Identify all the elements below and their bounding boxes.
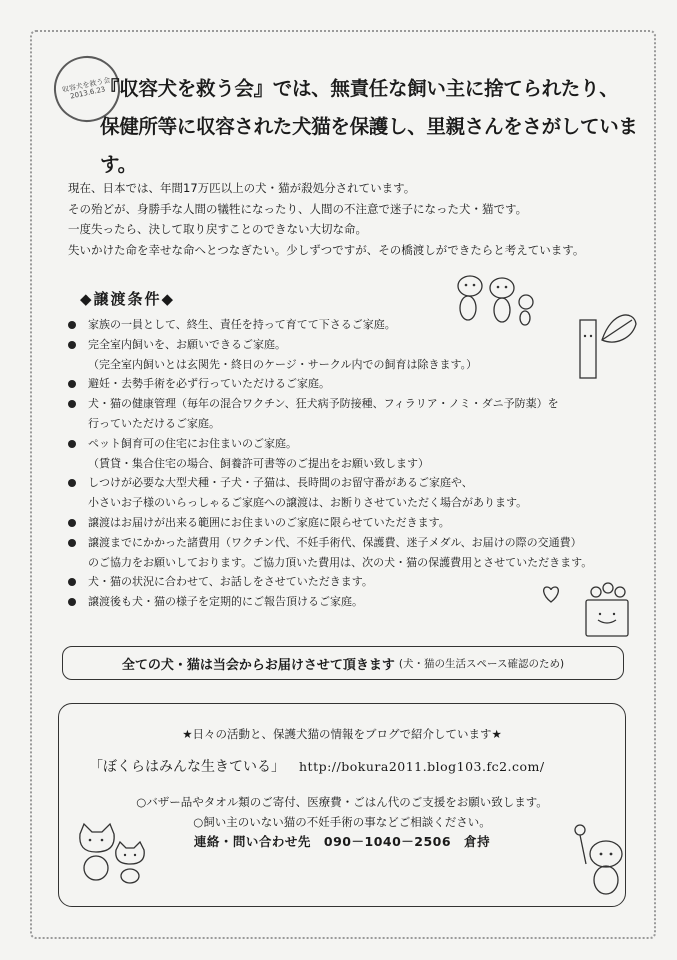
tree-illustration bbox=[572, 300, 642, 380]
intro-line: 失いかけた命を幸せな命へとつなぎたい。少しずつですが、その橋渡しができたらと考えています。 bbox=[68, 242, 585, 257]
delivery-main: 全ての犬・猫は当会からお届けさせて頂きます bbox=[121, 657, 395, 673]
delivery-note: (犬・猫の生活スペース確認のため) bbox=[398, 657, 565, 670]
heart-icon bbox=[540, 584, 562, 604]
intro-paragraph bbox=[68, 178, 658, 260]
dog-with-flower-illustration bbox=[568, 818, 638, 898]
delivery-notice bbox=[62, 646, 624, 680]
headline-line-2: 保健所等に収容された犬猫を保護し、里親さんをさがしています。 bbox=[100, 115, 638, 176]
support-line: ○飼い主のいない猫の不妊手術の事などご相談ください。 bbox=[193, 815, 491, 829]
blog-line bbox=[89, 756, 545, 776]
condition-item: 譲渡はお届けが出来る範囲にお住まいのご家庭に限らせていただきます。 bbox=[66, 513, 626, 533]
blog-name: 「ぼくらはみんな生きている」 bbox=[89, 759, 285, 775]
blog-intro: ★日々の活動と、保護犬猫の情報をブログで紹介しています★ bbox=[182, 727, 502, 741]
intro-line: 一度失ったら、決して取り戻すことのできない大切な命。 bbox=[68, 222, 367, 236]
condition-item: 家族の一員として、終生、責任を持って育てて下さるご家庭。 bbox=[66, 315, 626, 335]
intro-line: 現在、日本では、年間17万匹以上の犬・猫が殺処分されています。 bbox=[68, 181, 416, 195]
conditions-title: ◆譲渡条件◆ bbox=[80, 290, 176, 308]
condition-item: 譲渡までにかかった諸費用（ワクチン代、不妊手術代、保護費、迷子メダル、お届けの際の交通費） のご協力をお願いしております。ご協力頂いた費用は、次の犬・猫の保護費用とさせていただきます。 bbox=[66, 533, 626, 573]
condition-item: 完全室内飼いを、お願いできるご家庭。 （完全室内飼いとは玄関先・終日のケージ・サークル内での飼育は除きます。） bbox=[66, 335, 626, 375]
cats-illustration bbox=[74, 820, 154, 884]
support-line: ○バザー品やタオル類のご寄付、医療費・ごはん代のご支援をお願い致します。 bbox=[136, 795, 548, 809]
condition-item: 犬・猫の健康管理（毎年の混合ワクチン、狂犬病予防接種、フィラリア・ノミ・ダニ予防薬）を 行っていただけるご家庭。 bbox=[66, 394, 626, 434]
condition-item: 譲渡後も犬・猫の様子を定期的にご報告頂けるご家庭。 bbox=[66, 592, 626, 612]
flower-bag-illustration bbox=[580, 580, 634, 640]
condition-item: ペット飼育可の住宅にお住まいのご家庭。 （賃貸・集合住宅の場合、飼養許可書等のご提出をお願い致します） bbox=[66, 434, 626, 474]
blog-url[interactable]: http://bokura2011.blog103.fc2.com/ bbox=[299, 759, 545, 774]
condition-item: 避妊・去勢手術を必ず行っていただけるご家庭。 bbox=[66, 374, 626, 394]
conditions-list bbox=[66, 315, 626, 612]
headline bbox=[100, 70, 645, 184]
contact-info: 連絡・問い合わせ先 090－1040－2506 倉持 bbox=[193, 834, 491, 849]
organization-stamp: 収容犬を救う会 2013.6.23 bbox=[48, 50, 126, 128]
intro-line: その殆どが、身勝手な人間の犠牲になったり、人間の不注意で迷子になった犬・猫です。 bbox=[68, 201, 528, 216]
puppies-illustration bbox=[450, 268, 540, 328]
headline-line-1: 『収容犬を救う会』では、無責任な飼い主に捨てられたり、 bbox=[100, 77, 619, 100]
condition-item: しつけが必要な大型犬種・子犬・子猫は、長時間のお留守番があるご家庭や、 小さいお子様のいらっしゃるご家庭への譲渡は、お断りさせていただく場合があります。 bbox=[66, 473, 626, 513]
condition-item: 犬・猫の状況に合わせて、お話しをさせていただきます。 bbox=[66, 572, 626, 592]
